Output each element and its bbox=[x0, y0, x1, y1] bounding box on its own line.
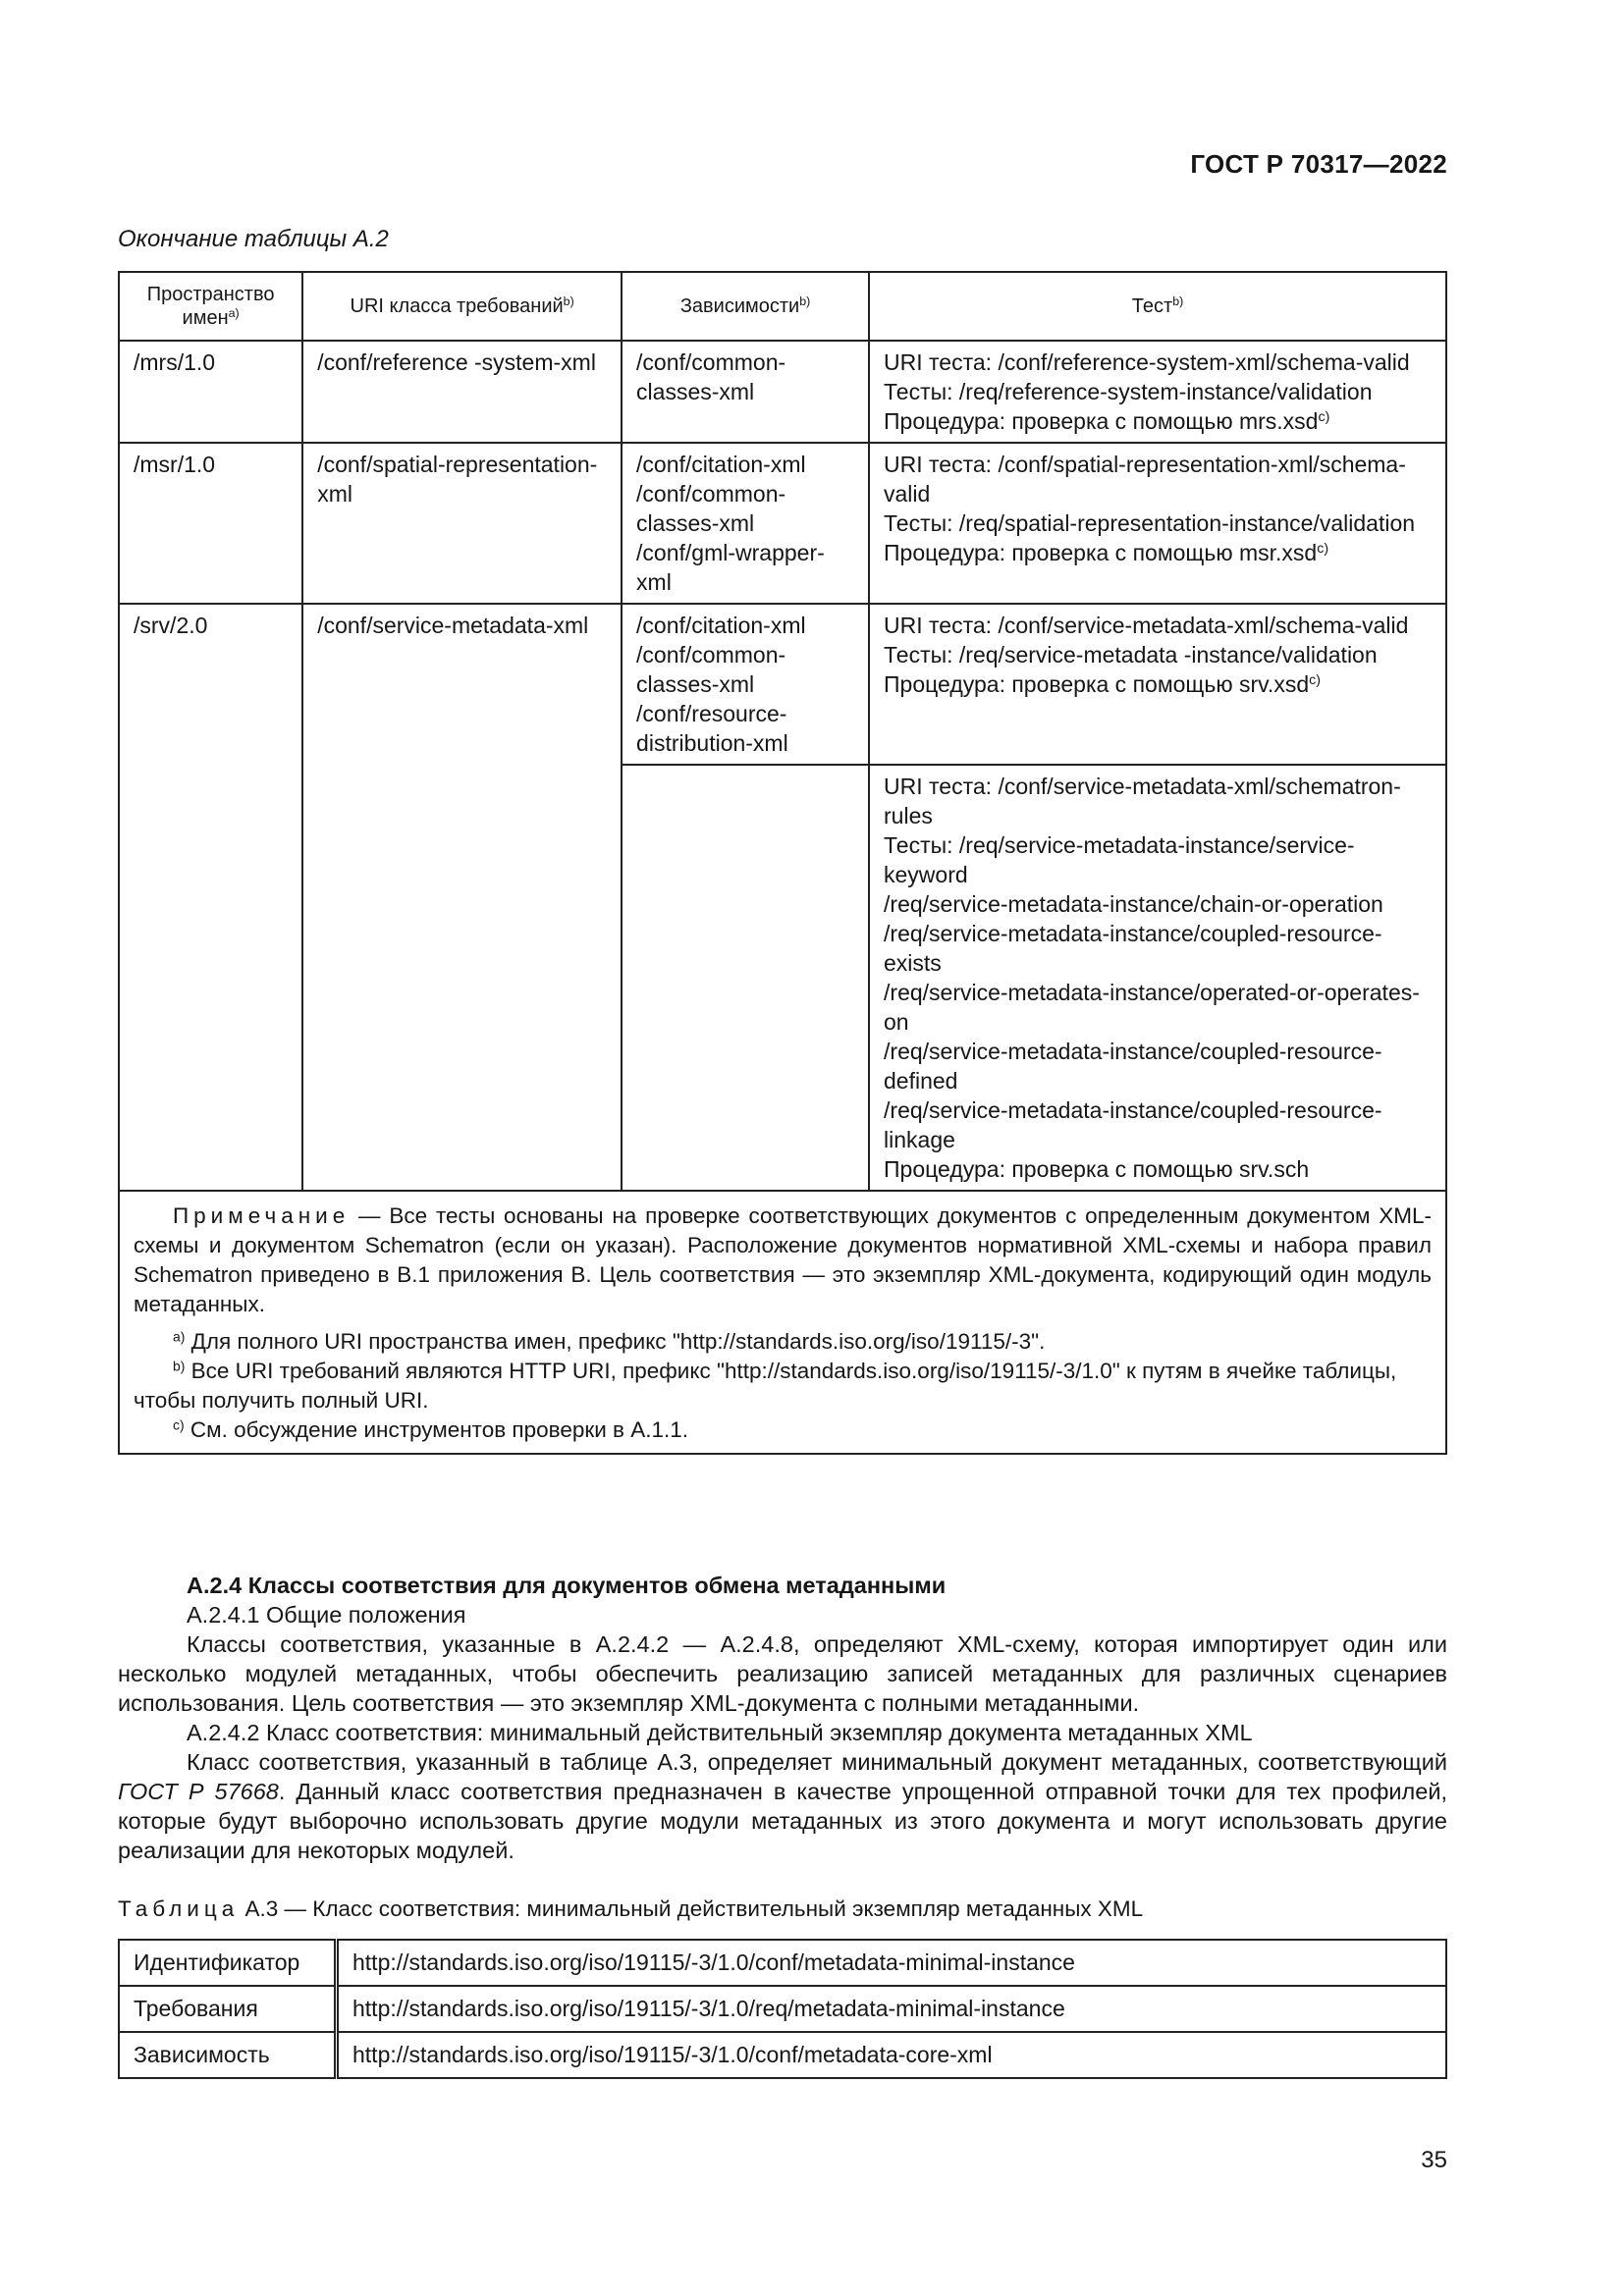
conformance-table bbox=[118, 271, 1447, 1455]
cell-test: URI теста: /conf/service-metadata-xml/schema-valid Тесты: /req/service-metadata -instance/validation Процедура: проверка с помощью srv.xsd$^{с)}$ bbox=[869, 604, 1446, 765]
table3 bbox=[118, 1939, 1447, 2079]
section-a-2-4 bbox=[118, 1571, 1447, 1865]
paragraph: Класс соответствия, указанный в таблице А.3, определяет минимальный документ метаданных, соответствующий ГОСТ Р 57668. Данный класс соответствия предназначен в качестве упрощенной отправной точки для тех профилей, которые будут выборочно использовать другие модули метаданных из этого документа и могут использовать другие реализации для некоторых модулей. bbox=[118, 1749, 1447, 1863]
cell-namespace: /srv/2.0 bbox=[119, 604, 302, 1191]
subsection-heading: А.2.4.1 Общие положения bbox=[187, 1602, 466, 1628]
cell-uri: /conf/service-metadata-xml bbox=[302, 604, 622, 1191]
table-caption: Окончание таблицы А.2 bbox=[118, 226, 389, 252]
cell-namespace: /msr/1.0 bbox=[119, 443, 302, 604]
footnote-c: $^{с)}$ См. обсуждение инструментов проверки в А.1.1. bbox=[173, 1416, 689, 1442]
cell-test: URI теста: /conf/spatial-representation-xml/schema-valid Тесты: /req/spatial-representation-instance/validation Процедура: проверка с помощью msr.xsd$^{с)}$ bbox=[869, 443, 1446, 604]
cell-dependencies-empty bbox=[622, 765, 869, 1191]
table3-caption: Таблица А.3 — Класс соответствия: минимальный действительный экземпляр метаданных XML bbox=[118, 1896, 1144, 1921]
table-row bbox=[119, 341, 1446, 443]
cell-test: URI теста: /conf/reference-system-xml/schema-valid Тесты: /req/reference-system-instance/validation Процедура: проверка с помощью mrs.xsd$^{с)}$ bbox=[869, 341, 1446, 443]
table-header-row bbox=[119, 272, 1446, 341]
table-row bbox=[119, 2032, 1446, 2078]
table3-value: http://standards.iso.org/iso/19115/-3/1.0/conf/metadata-minimal-instance bbox=[337, 1940, 1447, 1986]
header-test: Тест$^{b)}$ bbox=[869, 272, 1446, 341]
table-row bbox=[119, 1986, 1446, 2032]
table3-value: http://standards.iso.org/iso/19115/-3/1.0/req/metadata-minimal-instance bbox=[337, 1986, 1447, 2032]
footnote-b: $^{b)}$ Все URI требований являются HTTP URI, префикс "http://standards.iso.org/iso/19115/-3/1.0" к путям в ячейке таблицы, чтобы получить полный URI. bbox=[134, 1358, 1397, 1413]
table-notes bbox=[119, 1191, 1446, 1454]
cell-uri: /conf/reference -system-xml bbox=[302, 341, 622, 443]
footnote-a: $^{а)}$ Для полного URI пространства имен, префикс "http://standards.iso.org/iso/19115/-3". bbox=[173, 1328, 1046, 1354]
subsection-heading: А.2.4.2 Класс соответствия: минимальный действительный экземпляр документа метаданных XML bbox=[187, 1720, 1253, 1745]
cell-test: URI теста: /conf/service-metadata-xml/schematron-rules Тесты: /req/service-metadata-instance/service-keyword /req/service-metadata-instance/chain-or-operation /req/service-metadata-instance/coupled-resource-exists /req/service-metadata-instance/operated-or-operates-on /req/service-metadata-instance/coupled-resource-defined /req/service-metadata-instance/coupled-resource-linkage Процедура: проверка с помощью srv.sch bbox=[869, 765, 1446, 1191]
section-heading: А.2.4 Классы соответствия для документов обмена метаданными bbox=[187, 1573, 947, 1598]
page-number: 35 bbox=[1421, 2147, 1447, 2173]
cell-uri: /conf/spatial-representation-xml bbox=[302, 443, 622, 604]
table-notes-row bbox=[119, 1191, 1446, 1454]
table3-key: Идентификатор bbox=[119, 1940, 337, 1986]
table-note: Примечание — Все тесты основаны на проверке соответствующих документов с определенным документом XML-схемы и документом Schematron (если он указан). Расположение документов нормативной XML-схемы и набора правил Schematron приведено в В.1 приложения В. Цель соответствия — это экземпляр XML-документа, кодирующий один модуль метаданных. bbox=[134, 1203, 1432, 1316]
document-header: ГОСТ Р 70317—2022 bbox=[1190, 149, 1447, 179]
header-dependencies: Зависимости$^{b)}$ bbox=[622, 272, 869, 341]
cell-namespace: /mrs/1.0 bbox=[119, 341, 302, 443]
table3-key: Зависимость bbox=[119, 2032, 337, 2078]
header-namespace: Пространство имен$^{а)}$ bbox=[119, 272, 302, 341]
table-row bbox=[119, 1940, 1446, 1986]
cell-dependencies: /conf/citation-xml /conf/common-classes-xml /conf/gml-wrapper-xml bbox=[622, 443, 869, 604]
table3-value: http://standards.iso.org/iso/19115/-3/1.0/conf/metadata-core-xml bbox=[337, 2032, 1447, 2078]
table-row bbox=[119, 443, 1446, 604]
table-row bbox=[119, 604, 1446, 765]
paragraph: Классы соответствия, указанные в А.2.4.2 — А.2.4.8, определяют XML-схему, которая импортирует один или несколько модулей метаданных, чтобы обеспечить реализацию записей метаданных для различных сценариев использования. Цель соответствия — это экземпляр XML-документа с полными метаданными. bbox=[118, 1631, 1447, 1716]
table3-key: Требования bbox=[119, 1986, 337, 2032]
header-uri: URI класса требований$^{b)}$ bbox=[302, 272, 622, 341]
cell-dependencies: /conf/citation-xml /conf/common-classes-xml /conf/resource-distribution-xml bbox=[622, 604, 869, 765]
cell-dependencies: /conf/common-classes-xml bbox=[622, 341, 869, 443]
